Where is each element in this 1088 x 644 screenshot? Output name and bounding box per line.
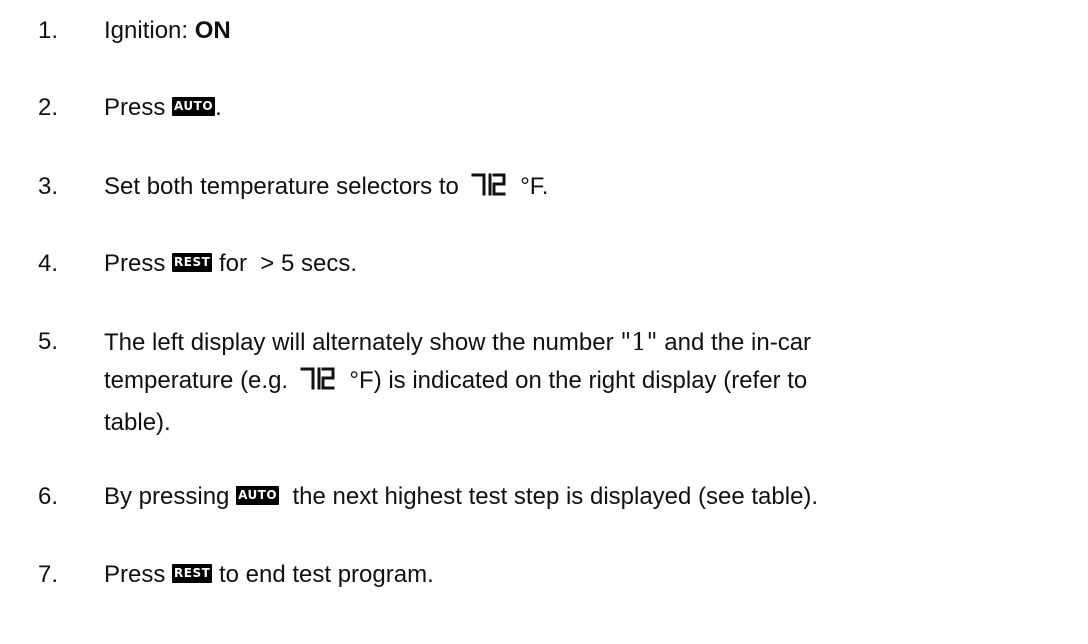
step-number: 1. bbox=[38, 17, 59, 44]
seven-segment-72-icon bbox=[470, 172, 508, 210]
step-instruction-end: to end test program. bbox=[212, 561, 434, 588]
ignition-state: ON bbox=[194, 17, 231, 44]
step-instruction: Press bbox=[104, 561, 173, 588]
step-instruction: By pressing bbox=[104, 483, 237, 510]
step-instruction: Ignition: bbox=[104, 17, 195, 44]
step-number: 4. bbox=[38, 250, 59, 277]
seven-segment-72-icon bbox=[299, 366, 337, 404]
step-line-2: temperature (e.g. °F) is indicated on the right display (refer to bbox=[104, 362, 944, 404]
auto-key-icon: AUTO bbox=[236, 486, 279, 505]
step-number: 7. bbox=[38, 561, 59, 588]
step-instruction-end: . bbox=[215, 94, 222, 121]
quoted-number: "1" bbox=[620, 328, 658, 356]
rest-key-icon: REST bbox=[172, 253, 212, 272]
step-number: 6. bbox=[38, 483, 59, 510]
step-line-3: table). bbox=[104, 409, 171, 436]
step-text bbox=[104, 478, 944, 516]
step-number: 2. bbox=[38, 94, 59, 121]
step-text bbox=[104, 89, 944, 127]
step-instruction-end: for > 5 secs. bbox=[212, 250, 358, 277]
step-instruction: Press bbox=[104, 94, 173, 121]
rest-key-icon: REST bbox=[172, 564, 212, 583]
step-text bbox=[104, 168, 944, 210]
step-instruction: Set both temperature selectors to bbox=[104, 173, 466, 200]
step-instruction: Press bbox=[104, 250, 173, 277]
step-text bbox=[104, 12, 944, 50]
step-instruction-end: °F. bbox=[513, 173, 549, 200]
step-line-1: The left display will alternately show the number "1" and the in-car bbox=[104, 328, 812, 356]
step-text bbox=[104, 245, 944, 283]
step-number: 5. bbox=[38, 328, 59, 355]
step-text bbox=[104, 556, 944, 594]
step-number: 3. bbox=[38, 173, 59, 200]
auto-key-icon: AUTO bbox=[172, 97, 215, 116]
step-text bbox=[104, 323, 944, 442]
step-instruction-end: the next highest test step is displayed (see table). bbox=[279, 483, 819, 510]
